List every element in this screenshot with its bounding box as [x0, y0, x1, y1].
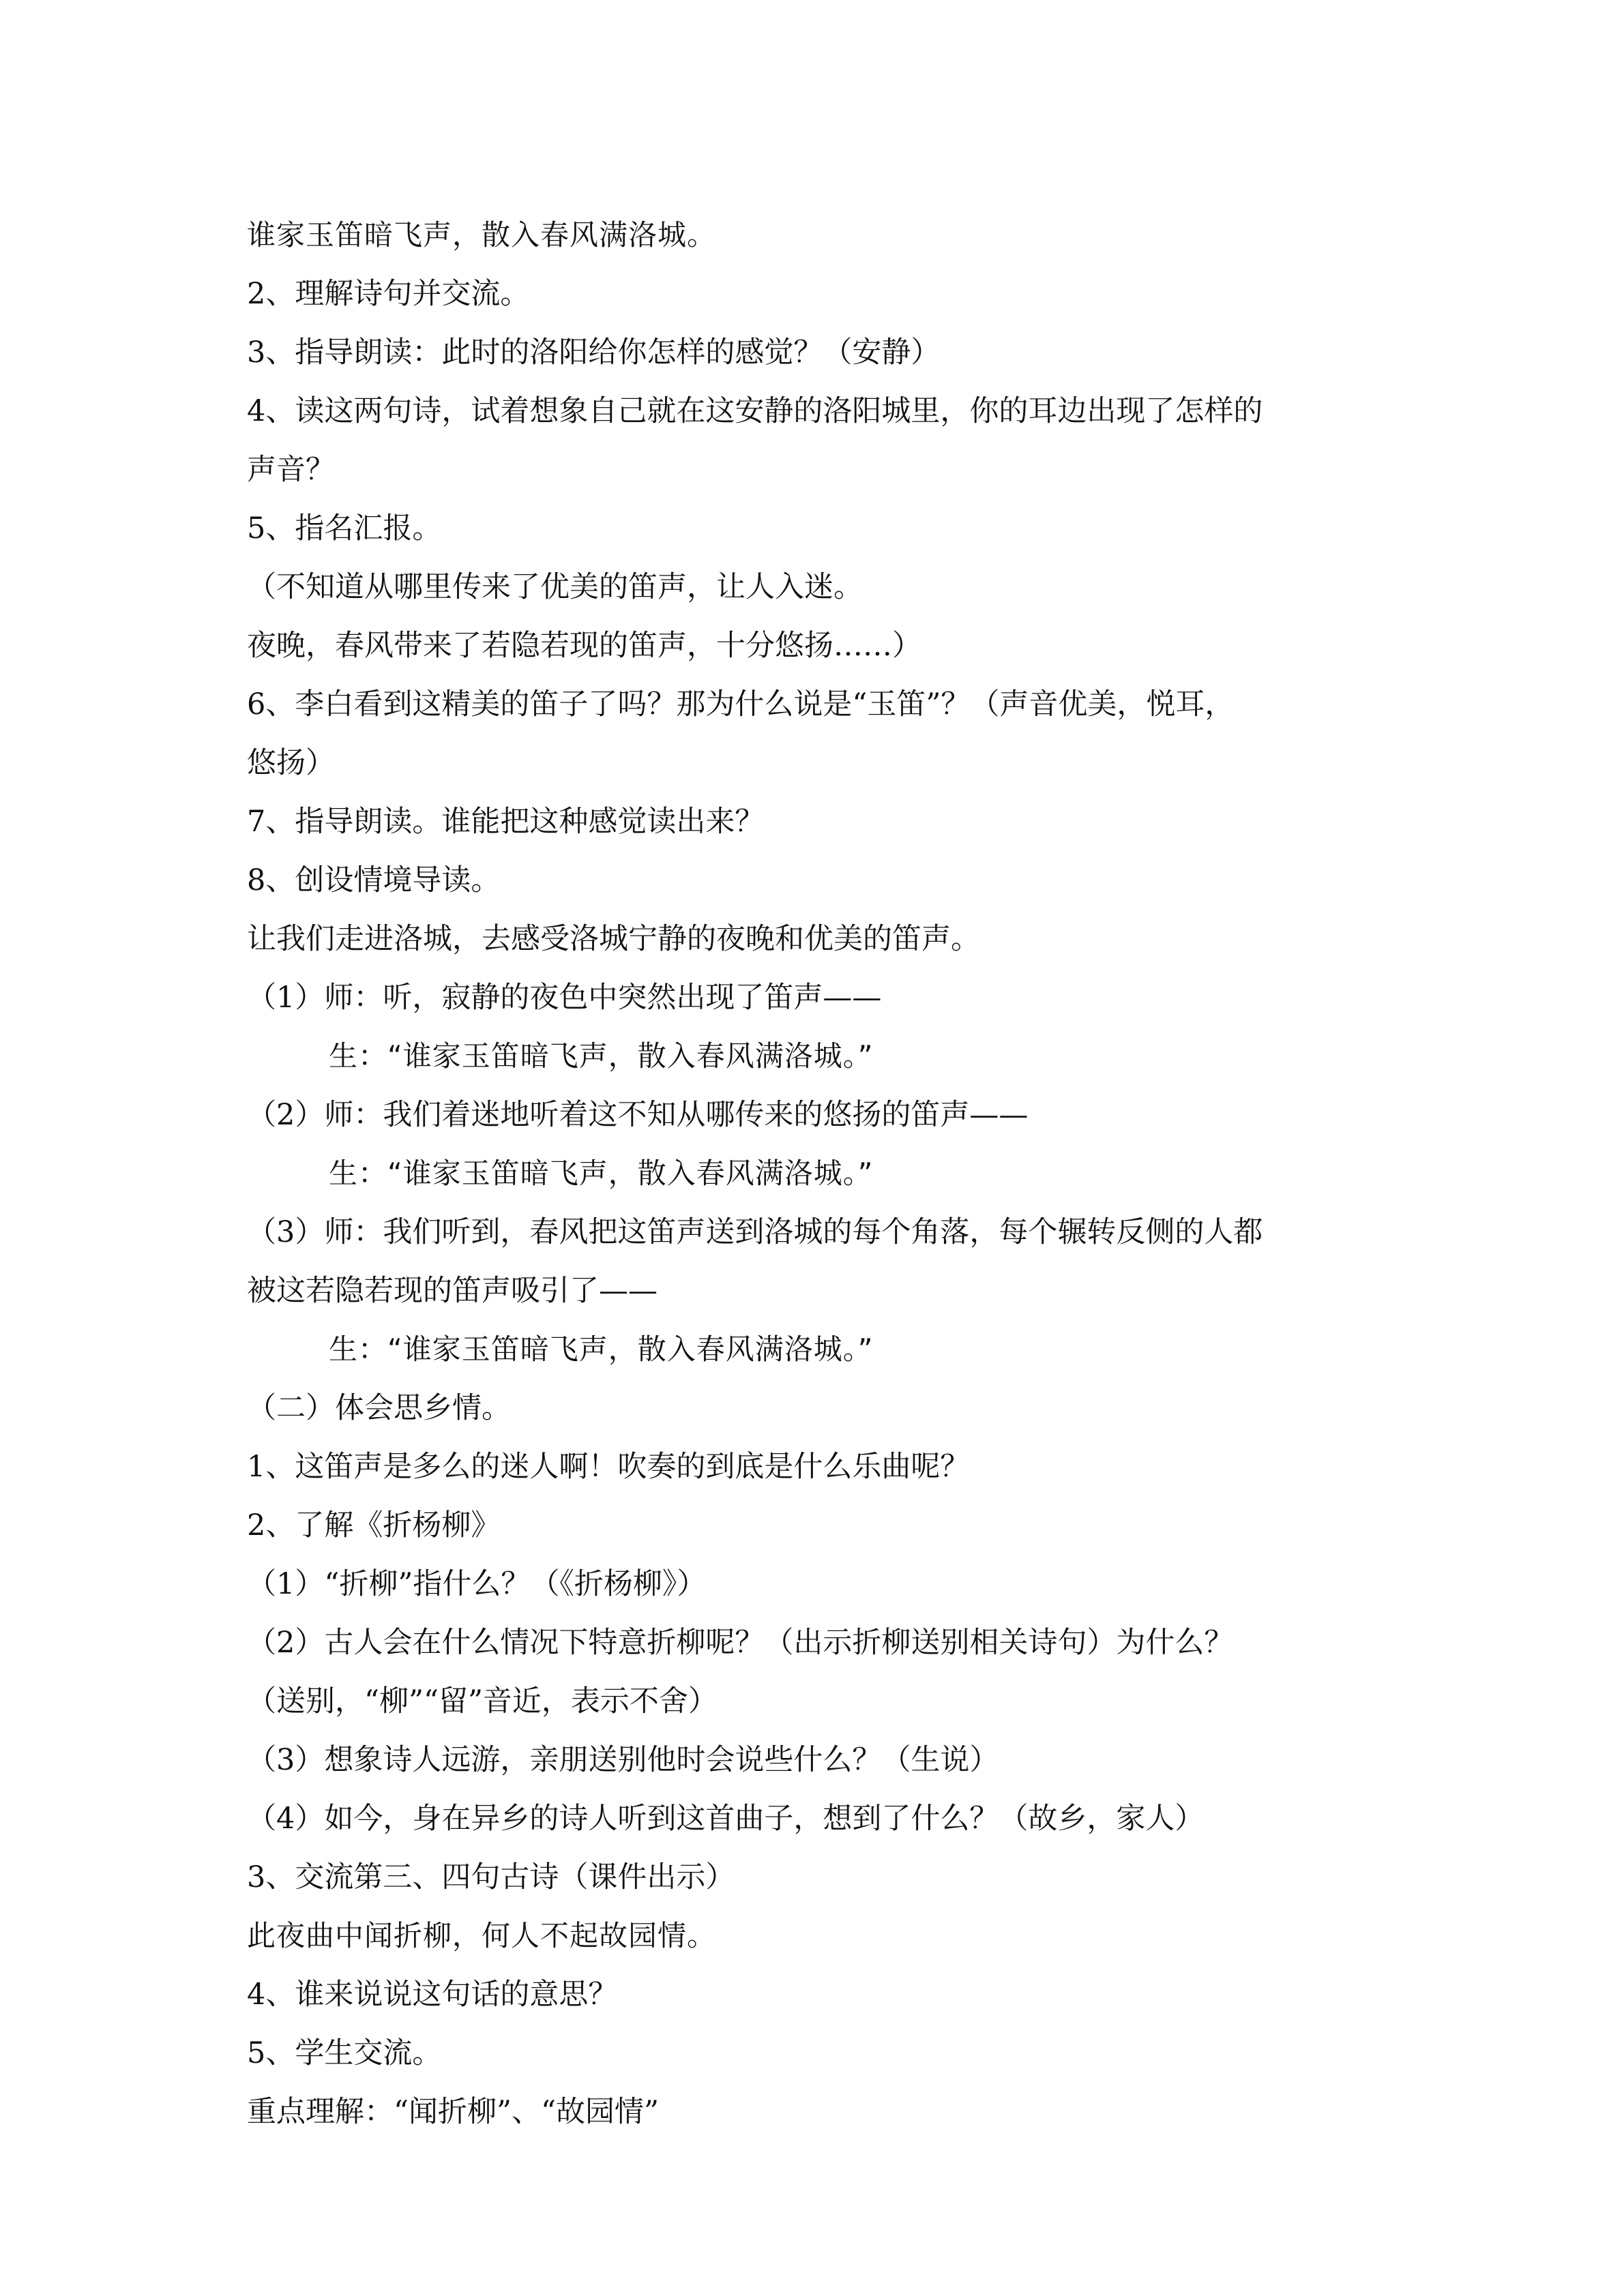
text-line: 此夜曲中闻折柳，何人不起故园情。 [247, 1919, 717, 1952]
text-line: （二）体会思乡情。 [247, 1391, 511, 1425]
document-body [247, 206, 1379, 2141]
text-line: （送别，“柳”“留”音近，表示不舍） [247, 1684, 718, 1718]
text-line: 被这若隐若现的笛声吸引了—— [247, 1274, 658, 1308]
text-line: （3）师：我们听到，春风把这笛声送到洛城的每个角落，每个辗转反侧的人都 [247, 1215, 1263, 1249]
text-line: 重点理解：“闻折柳”、“故园情” [247, 2095, 659, 2129]
text-line: 悠扬） [247, 746, 335, 780]
text-line: （4）如今，身在异乡的诗人听到这首曲子，想到了什么？（故乡，家人） [247, 1802, 1205, 1836]
text-line: （2）师：我们着迷地听着这不知从哪传来的悠扬的笛声—— [247, 1098, 1029, 1132]
text-line: 声音？ [247, 453, 335, 487]
text-line: 3、交流第三、四句古诗（课件出示） [247, 1860, 735, 1894]
text-line: 3、指导朗读：此时的洛阳给你怎样的感觉？（安静） [247, 336, 941, 370]
text-line: 5、指名汇报。 [247, 511, 442, 546]
text-line: 让我们走进洛城，去感受洛城宁静的夜晚和优美的笛声。 [247, 922, 980, 956]
text-line: 生：“谁家玉笛暗飞声，散入春风满洛城。” [329, 1157, 874, 1190]
text-line: 4、谁来说说这句话的意思？ [247, 1978, 618, 2012]
text-line: 2、了解《折杨柳》 [247, 1508, 501, 1542]
text-line: 1、这笛声是多么的迷人啊！吹奏的到底是什么乐曲呢？ [247, 1450, 970, 1484]
text-line: （2）古人会在什么情况下特意折柳呢？（出示折柳送别相关诗句）为什么？ [247, 1626, 1234, 1660]
text-line: 7、指导朗读。谁能把这种感觉读出来？ [247, 805, 765, 839]
text-line: 6、李白看到这精美的笛子了吗？那为什么说是“玉笛”？（声音优美，悦耳， [247, 687, 1235, 721]
text-line: 生：“谁家玉笛暗飞声，散入春风满洛城。” [329, 1039, 874, 1073]
text-line: （不知道从哪里传来了优美的笛声，让人入迷。 [247, 570, 863, 604]
text-line: 8、创设情境导读。 [247, 863, 501, 897]
text-line: 生：“谁家玉笛暗飞声，散入春风满洛城。” [329, 1332, 874, 1366]
text-line: （3）想象诗人远游，亲朋送别他时会说些什么？（生说） [247, 1743, 999, 1777]
text-line: 5、学生交流。 [247, 2036, 442, 2070]
text-line: （1）师：听，寂静的夜色中突然出现了笛声—— [247, 981, 882, 1015]
text-line: （1）“折柳”指什么？（《折杨柳》） [247, 1567, 707, 1601]
text-line: 2、理解诗句并交流。 [247, 277, 530, 311]
text-line: 谁家玉笛暗飞声，散入春风满洛城。 [247, 218, 717, 252]
text-line: 4、读这两句诗，试着想象自己就在这安静的洛阳城里，你的耳边出现了怎样的 [247, 394, 1263, 428]
text-line: 夜晚，春风带来了若隐若现的笛声，十分悠扬……） [247, 629, 921, 663]
